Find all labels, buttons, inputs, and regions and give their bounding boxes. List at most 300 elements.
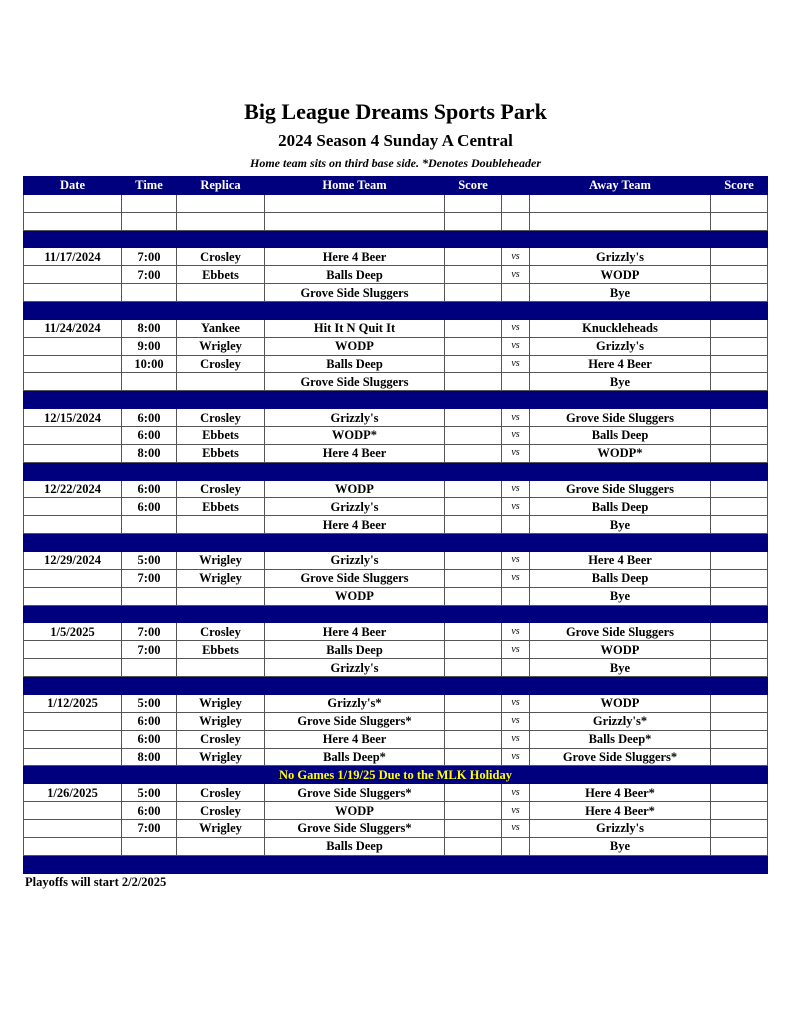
home-team-cell: Grizzly's: [265, 552, 445, 570]
date-cell: 12/15/2024: [24, 409, 122, 427]
away-score-cell: [711, 659, 768, 677]
home-score-cell: [445, 444, 502, 462]
away-score-cell: [711, 498, 768, 516]
vs-cell: vs: [502, 748, 530, 766]
time-cell: 6:00: [122, 409, 177, 427]
date-cell: [24, 641, 122, 659]
bye-row: [24, 284, 768, 302]
vs-cell: [502, 194, 530, 212]
home-score-cell: [445, 266, 502, 284]
home-team-cell: Here 4 Beer: [265, 730, 445, 748]
away-score-cell: [711, 516, 768, 534]
vs-cell: [502, 659, 530, 677]
home-team-cell: Grove Side Sluggers: [265, 284, 445, 302]
replica-cell: Ebbets: [177, 641, 265, 659]
separator-cell: [445, 605, 502, 623]
away-score-cell: [711, 409, 768, 427]
home-score-cell: [445, 337, 502, 355]
home-score-cell: [445, 569, 502, 587]
separator-cell: [177, 605, 265, 623]
col-home-team: Home Team: [265, 177, 445, 195]
replica-cell: Ebbets: [177, 266, 265, 284]
separator-cell: [502, 230, 530, 248]
replica-cell: [177, 837, 265, 855]
blank-row: [24, 212, 768, 230]
home-score-cell: [445, 819, 502, 837]
date-cell: 12/29/2024: [24, 552, 122, 570]
game-row: [24, 266, 768, 284]
home-team-cell: Grizzly's: [265, 498, 445, 516]
date-cell: [24, 355, 122, 373]
replica-cell: Crosley: [177, 409, 265, 427]
home-score-cell: [445, 427, 502, 445]
col-away-score: Score: [711, 177, 768, 195]
away-team-cell: Balls Deep: [530, 569, 711, 587]
vs-cell: vs: [502, 319, 530, 337]
time-cell: 7:00: [122, 266, 177, 284]
game-row: [24, 248, 768, 266]
away-team-cell: Bye: [530, 659, 711, 677]
col-time: Time: [122, 177, 177, 195]
separator-row: [24, 677, 768, 695]
home-team-cell: WODP: [265, 480, 445, 498]
game-row: [24, 802, 768, 820]
time-cell: 7:00: [122, 248, 177, 266]
home-team-cell: [265, 212, 445, 230]
vs-cell: vs: [502, 623, 530, 641]
separator-cell: [122, 391, 177, 409]
away-team-cell: Here 4 Beer: [530, 355, 711, 373]
game-row: [24, 409, 768, 427]
time-cell: 5:00: [122, 694, 177, 712]
col-vs: [502, 177, 530, 195]
away-team-cell: WODP: [530, 266, 711, 284]
home-team-cell: WODP: [265, 337, 445, 355]
away-score-cell: [711, 623, 768, 641]
schedule-note: Home team sits on third base side. *Denotes Doubleheader: [250, 156, 541, 170]
away-team-cell: Knuckleheads: [530, 319, 711, 337]
home-score-cell: [445, 212, 502, 230]
separator-cell: [445, 391, 502, 409]
separator-cell: [177, 534, 265, 552]
home-team-cell: Balls Deep: [265, 266, 445, 284]
separator-cell: [177, 462, 265, 480]
separator-cell: [24, 391, 122, 409]
separator-row: [24, 391, 768, 409]
date-cell: 12/22/2024: [24, 480, 122, 498]
game-row: [24, 444, 768, 462]
date-cell: 11/17/2024: [24, 248, 122, 266]
home-score-cell: [445, 641, 502, 659]
vs-cell: [502, 837, 530, 855]
home-score-cell: [445, 284, 502, 302]
time-cell: 7:00: [122, 641, 177, 659]
replica-cell: [177, 659, 265, 677]
away-score-cell: [711, 194, 768, 212]
separator-cell: [177, 677, 265, 695]
away-score-cell: [711, 284, 768, 302]
away-score-cell: [711, 248, 768, 266]
game-row: [24, 784, 768, 802]
date-cell: [24, 587, 122, 605]
time-cell: [122, 837, 177, 855]
time-cell: [122, 587, 177, 605]
col-away-team: Away Team: [530, 177, 711, 195]
home-team-cell: Grizzly's: [265, 409, 445, 427]
away-score-cell: [711, 427, 768, 445]
separator-cell: [711, 302, 768, 320]
time-cell: [122, 212, 177, 230]
separator-row: [24, 302, 768, 320]
replica-cell: Crosley: [177, 623, 265, 641]
time-cell: 7:00: [122, 569, 177, 587]
away-team-cell: Here 4 Beer: [530, 552, 711, 570]
home-team-cell: Grizzly's*: [265, 694, 445, 712]
time-cell: 10:00: [122, 355, 177, 373]
replica-cell: Crosley: [177, 784, 265, 802]
game-row: [24, 730, 768, 748]
away-score-cell: [711, 319, 768, 337]
game-row: [24, 712, 768, 730]
separator-cell: [530, 605, 711, 623]
time-cell: [122, 659, 177, 677]
time-cell: 6:00: [122, 480, 177, 498]
away-team-cell: Grove Side Sluggers*: [530, 748, 711, 766]
date-cell: [24, 748, 122, 766]
vs-cell: [502, 587, 530, 605]
away-team-cell: [530, 212, 711, 230]
away-score-cell: [711, 784, 768, 802]
separator-cell: [711, 677, 768, 695]
game-row: [24, 337, 768, 355]
date-cell: [24, 427, 122, 445]
col-date: Date: [24, 177, 122, 195]
page-subtitle: 2024 Season 4 Sunday A Central: [278, 131, 513, 150]
home-score-cell: [445, 194, 502, 212]
away-score-cell: [711, 337, 768, 355]
separator-cell: [24, 534, 122, 552]
separator-cell: [177, 855, 265, 873]
home-score-cell: [445, 355, 502, 373]
vs-cell: vs: [502, 409, 530, 427]
date-cell: [24, 498, 122, 516]
vs-cell: vs: [502, 641, 530, 659]
vs-cell: vs: [502, 784, 530, 802]
separator-cell: [711, 462, 768, 480]
away-team-cell: Grizzly's*: [530, 712, 711, 730]
replica-cell: Wrigley: [177, 569, 265, 587]
home-score-cell: [445, 784, 502, 802]
separator-cell: [530, 230, 711, 248]
replica-cell: Wrigley: [177, 694, 265, 712]
home-team-cell: Grove Side Sluggers*: [265, 784, 445, 802]
time-cell: 5:00: [122, 784, 177, 802]
away-team-cell: Balls Deep*: [530, 730, 711, 748]
home-team-cell: Grove Side Sluggers*: [265, 712, 445, 730]
time-cell: 9:00: [122, 337, 177, 355]
vs-cell: [502, 373, 530, 391]
away-score-cell: [711, 355, 768, 373]
home-score-cell: [445, 552, 502, 570]
holiday-row: [24, 766, 768, 784]
away-score-cell: [711, 569, 768, 587]
time-cell: 8:00: [122, 319, 177, 337]
home-score-cell: [445, 248, 502, 266]
col-replica: Replica: [177, 177, 265, 195]
separator-row: [24, 855, 768, 873]
separator-cell: [711, 855, 768, 873]
separator-cell: [502, 462, 530, 480]
date-cell: [24, 194, 122, 212]
date-cell: [24, 730, 122, 748]
home-score-cell: [445, 730, 502, 748]
replica-cell: [177, 284, 265, 302]
away-team-cell: Grizzly's: [530, 819, 711, 837]
away-team-cell: Grove Side Sluggers: [530, 480, 711, 498]
away-team-cell: Grizzly's: [530, 248, 711, 266]
separator-cell: [445, 462, 502, 480]
separator-cell: [122, 230, 177, 248]
time-cell: [122, 373, 177, 391]
separator-cell: [265, 605, 445, 623]
separator-cell: [530, 677, 711, 695]
replica-cell: Wrigley: [177, 748, 265, 766]
replica-cell: Yankee: [177, 319, 265, 337]
home-team-cell: WODP: [265, 802, 445, 820]
bye-row: [24, 659, 768, 677]
separator-cell: [24, 462, 122, 480]
time-cell: 8:00: [122, 444, 177, 462]
separator-cell: [24, 230, 122, 248]
replica-cell: [177, 194, 265, 212]
home-score-cell: [445, 409, 502, 427]
away-team-cell: WODP: [530, 641, 711, 659]
time-cell: [122, 516, 177, 534]
replica-cell: Wrigley: [177, 712, 265, 730]
game-row: [24, 427, 768, 445]
home-score-cell: [445, 802, 502, 820]
replica-cell: Ebbets: [177, 444, 265, 462]
away-score-cell: [711, 552, 768, 570]
game-row: [24, 319, 768, 337]
vs-cell: vs: [502, 802, 530, 820]
separator-row: [24, 230, 768, 248]
time-cell: 5:00: [122, 552, 177, 570]
away-team-cell: Grove Side Sluggers: [530, 409, 711, 427]
home-score-cell: [445, 587, 502, 605]
vs-cell: vs: [502, 694, 530, 712]
separator-cell: [122, 677, 177, 695]
separator-cell: [445, 302, 502, 320]
time-cell: 6:00: [122, 802, 177, 820]
separator-cell: [711, 230, 768, 248]
separator-cell: [502, 605, 530, 623]
separator-cell: [445, 855, 502, 873]
separator-cell: [502, 534, 530, 552]
vs-cell: vs: [502, 552, 530, 570]
separator-cell: [122, 605, 177, 623]
away-team-cell: [530, 194, 711, 212]
vs-cell: vs: [502, 712, 530, 730]
replica-cell: Ebbets: [177, 498, 265, 516]
game-row: [24, 480, 768, 498]
separator-cell: [24, 302, 122, 320]
date-cell: [24, 337, 122, 355]
separator-cell: [530, 391, 711, 409]
time-cell: [122, 194, 177, 212]
date-cell: [24, 444, 122, 462]
away-team-cell: Bye: [530, 373, 711, 391]
date-cell: [24, 837, 122, 855]
away-score-cell: [711, 819, 768, 837]
header-row: [24, 177, 768, 195]
vs-cell: vs: [502, 730, 530, 748]
vs-cell: [502, 212, 530, 230]
separator-cell: [24, 855, 122, 873]
replica-cell: [177, 373, 265, 391]
vs-cell: vs: [502, 427, 530, 445]
vs-cell: [502, 516, 530, 534]
home-team-cell: Grizzly's: [265, 659, 445, 677]
vs-cell: vs: [502, 355, 530, 373]
separator-cell: [445, 230, 502, 248]
separator-cell: [122, 462, 177, 480]
separator-cell: [502, 677, 530, 695]
separator-cell: [265, 391, 445, 409]
replica-cell: Crosley: [177, 355, 265, 373]
separator-cell: [265, 677, 445, 695]
home-team-cell: WODP*: [265, 427, 445, 445]
game-row: [24, 819, 768, 837]
holiday-notice: No Games 1/19/25 Due to the MLK Holiday: [24, 766, 768, 784]
home-score-cell: [445, 498, 502, 516]
away-team-cell: Bye: [530, 587, 711, 605]
away-team-cell: Grizzly's: [530, 337, 711, 355]
home-score-cell: [445, 516, 502, 534]
replica-cell: Crosley: [177, 480, 265, 498]
home-score-cell: [445, 748, 502, 766]
separator-cell: [24, 677, 122, 695]
date-cell: 11/24/2024: [24, 319, 122, 337]
replica-cell: Wrigley: [177, 337, 265, 355]
replica-cell: Wrigley: [177, 552, 265, 570]
date-cell: 1/5/2025: [24, 623, 122, 641]
date-cell: [24, 712, 122, 730]
away-score-cell: [711, 587, 768, 605]
vs-cell: vs: [502, 498, 530, 516]
away-score-cell: [711, 373, 768, 391]
home-team-cell: Grove Side Sluggers*: [265, 819, 445, 837]
separator-cell: [445, 677, 502, 695]
away-score-cell: [711, 212, 768, 230]
replica-cell: Ebbets: [177, 427, 265, 445]
separator-cell: [502, 391, 530, 409]
separator-cell: [502, 855, 530, 873]
away-team-cell: Here 4 Beer*: [530, 784, 711, 802]
away-team-cell: Balls Deep: [530, 498, 711, 516]
separator-row: [24, 462, 768, 480]
away-score-cell: [711, 837, 768, 855]
home-score-cell: [445, 694, 502, 712]
separator-cell: [122, 855, 177, 873]
away-score-cell: [711, 802, 768, 820]
separator-cell: [265, 855, 445, 873]
replica-cell: Crosley: [177, 802, 265, 820]
vs-cell: vs: [502, 569, 530, 587]
home-team-cell: Here 4 Beer: [265, 516, 445, 534]
date-cell: [24, 516, 122, 534]
vs-cell: vs: [502, 266, 530, 284]
home-team-cell: Here 4 Beer: [265, 623, 445, 641]
separator-cell: [530, 462, 711, 480]
home-score-cell: [445, 480, 502, 498]
time-cell: 8:00: [122, 748, 177, 766]
home-team-cell: Grove Side Sluggers: [265, 569, 445, 587]
separator-cell: [711, 605, 768, 623]
separator-cell: [265, 302, 445, 320]
separator-cell: [265, 462, 445, 480]
home-team-cell: Here 4 Beer: [265, 444, 445, 462]
away-team-cell: Bye: [530, 837, 711, 855]
date-cell: [24, 659, 122, 677]
separator-row: [24, 534, 768, 552]
separator-cell: [177, 302, 265, 320]
away-team-cell: Here 4 Beer*: [530, 802, 711, 820]
away-score-cell: [711, 730, 768, 748]
home-team-cell: Balls Deep: [265, 837, 445, 855]
replica-cell: [177, 587, 265, 605]
vs-cell: vs: [502, 337, 530, 355]
separator-cell: [711, 391, 768, 409]
vs-cell: vs: [502, 480, 530, 498]
date-cell: [24, 212, 122, 230]
separator-cell: [445, 534, 502, 552]
separator-cell: [177, 391, 265, 409]
date-cell: 1/12/2025: [24, 694, 122, 712]
home-score-cell: [445, 659, 502, 677]
time-cell: 7:00: [122, 819, 177, 837]
away-team-cell: WODP*: [530, 444, 711, 462]
vs-cell: vs: [502, 444, 530, 462]
page-title: Big League Dreams Sports Park: [244, 99, 547, 124]
separator-cell: [530, 855, 711, 873]
separator-row: [24, 605, 768, 623]
time-cell: 7:00: [122, 623, 177, 641]
home-team-cell: [265, 194, 445, 212]
away-team-cell: Balls Deep: [530, 427, 711, 445]
date-cell: [24, 802, 122, 820]
home-team-cell: Here 4 Beer: [265, 248, 445, 266]
game-row: [24, 694, 768, 712]
away-score-cell: [711, 694, 768, 712]
time-cell: 6:00: [122, 498, 177, 516]
game-row: [24, 569, 768, 587]
separator-cell: [177, 230, 265, 248]
vs-cell: [502, 284, 530, 302]
home-team-cell: WODP: [265, 587, 445, 605]
date-cell: 1/26/2025: [24, 784, 122, 802]
away-team-cell: Bye: [530, 284, 711, 302]
home-team-cell: Balls Deep: [265, 641, 445, 659]
away-team-cell: Bye: [530, 516, 711, 534]
separator-cell: [265, 230, 445, 248]
home-score-cell: [445, 373, 502, 391]
bye-row: [24, 587, 768, 605]
separator-cell: [711, 534, 768, 552]
separator-cell: [24, 605, 122, 623]
separator-cell: [122, 302, 177, 320]
replica-cell: Wrigley: [177, 819, 265, 837]
